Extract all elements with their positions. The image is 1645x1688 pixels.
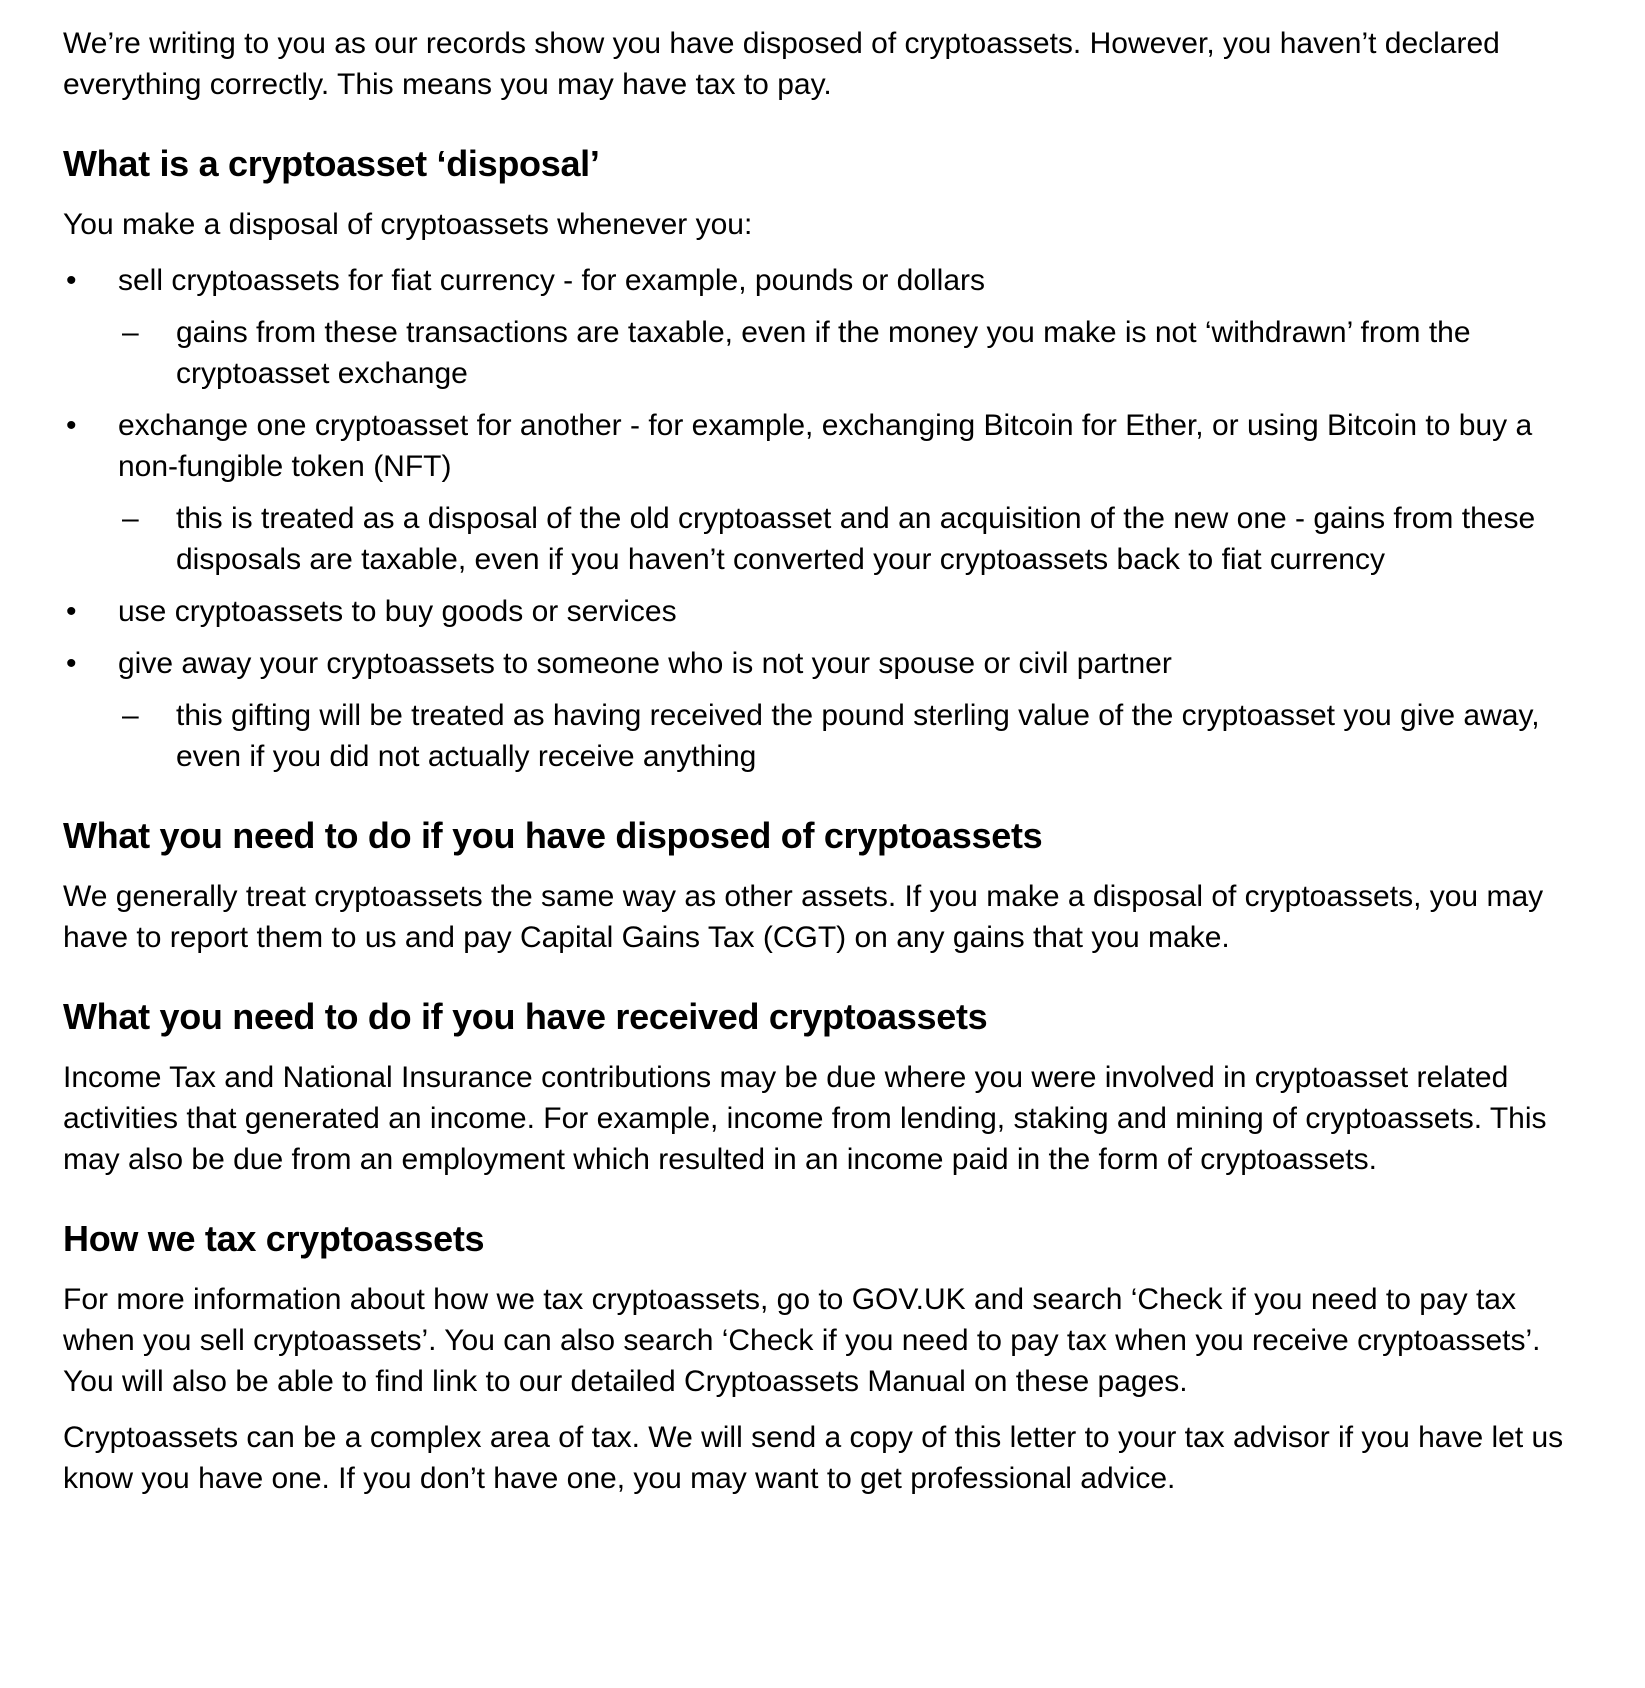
disposal-lead-paragraph: You make a disposal of cryptoassets whenever you: <box>63 208 753 241</box>
how-we-tax-paragraph-1: For more information about how we tax cryptoassets, go to GOV.UK and search ‘Check if you need to pay tax when you sell cryptoassets’. You can also search ‘Check if you need to pay tax when you receive cryptoassets’. You will also be able to find link to our detailed Cryptoassets Manual on these pages. <box>63 1283 1541 1398</box>
intro-paragraph: We’re writing to you as our records show you have disposed of cryptoassets. However, you haven’t declared everything correctly. This means you may have tax to pay. <box>63 27 1500 101</box>
received-paragraph: Income Tax and National Insurance contributions may be due where you were involved in cryptoasset related activities that generated an income. For example, income from lending, staking and mining of cryptoassets. This may also be due from an employment which resulted in an income paid in the form of cryptoassets. <box>63 1061 1547 1176</box>
heading-disposed-cryptoassets: What you need to do if you have disposed of cryptoassets <box>63 815 1043 856</box>
list-subitem-treated-as-disposal: – this is treated as a disposal of the old cryptoasset and an acquisition of the new one - gains from these disposals are taxable, even if you haven’t converted your cryptoassets back to fiat currency <box>63 498 1590 580</box>
how-we-tax-paragraph-2: Cryptoassets can be a complex area of tax. We will send a copy of this letter to your tax advisor if you have let us know you have one. If you don’t have one, you may want to get professional advice. <box>63 1421 1564 1495</box>
disposed-paragraph: We generally treat cryptoassets the same way as other assets. If you make a disposal of cryptoassets, you may have to report them to us and pay Capital Gains Tax (CGT) on any gains that you make. <box>63 880 1544 954</box>
list-item-sell: • sell cryptoassets for fiat currency - for example, pounds or dollars <box>63 260 1590 301</box>
heading-what-is-disposal: What is a cryptoasset ‘disposal’ <box>63 143 600 184</box>
list-item-exchange: • exchange one cryptoasset for another - for example, exchanging Bitcoin for Ether, or using Bitcoin to buy a non-fungible token (NFT) <box>63 405 1590 487</box>
list-item-give-away: • give away your cryptoassets to someone who is not your spouse or civil partner <box>63 643 1590 684</box>
list-subitem-gifting: – this gifting will be treated as having received the pound sterling value of the cryptoasset you give away, even if you did not actually receive anything <box>63 695 1590 777</box>
heading-how-we-tax: How we tax cryptoassets <box>63 1218 485 1259</box>
list-subitem-gains-taxable: – gains from these transactions are taxable, even if the money you make is not ‘withdrawn’ from the cryptoasset exchange <box>63 312 1590 394</box>
list-item-buy-goods: • use cryptoassets to buy goods or services <box>63 591 1590 632</box>
disposal-list <box>63 260 1590 777</box>
letter-page <box>63 23 1590 1499</box>
heading-received-cryptoassets: What you need to do if you have received cryptoassets <box>63 996 988 1037</box>
